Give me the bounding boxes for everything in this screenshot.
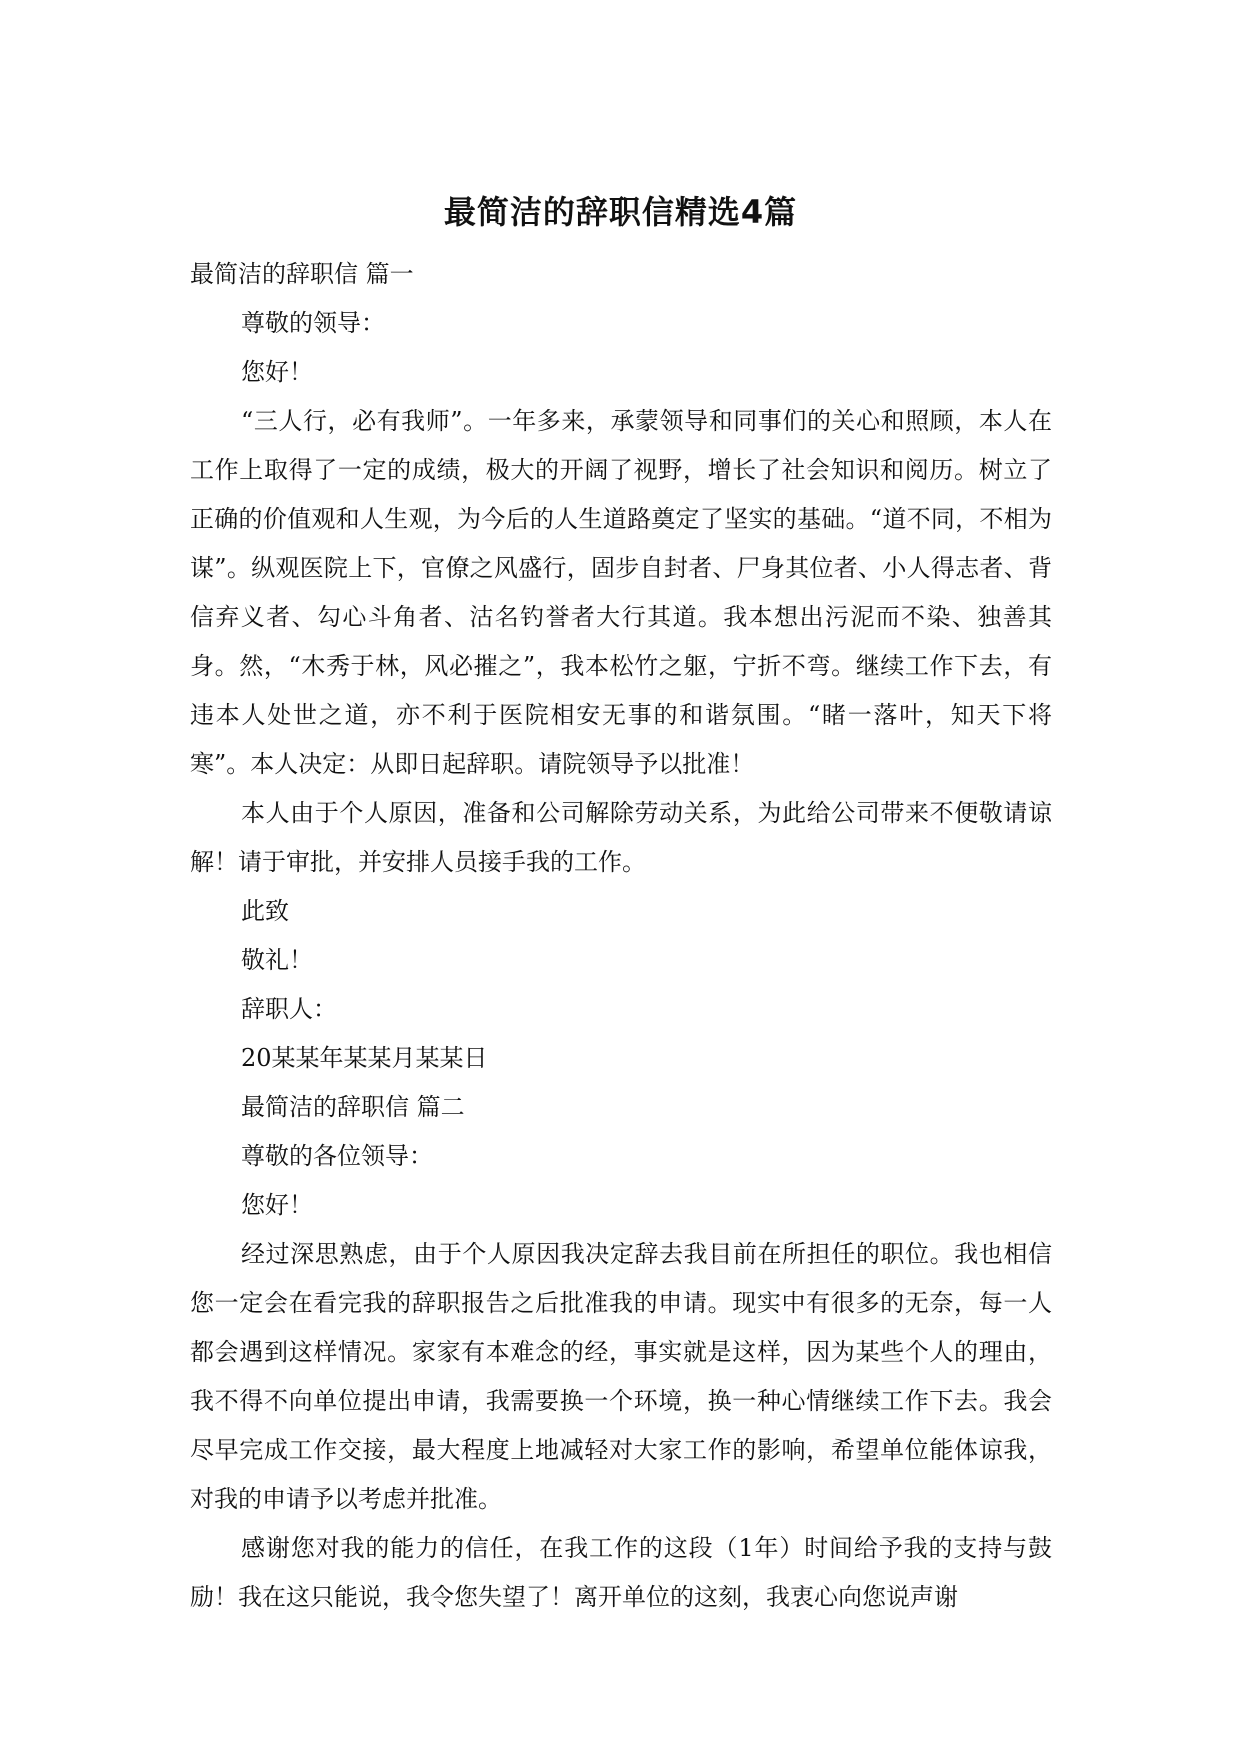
section2-greeting: 您好！ bbox=[241, 1191, 313, 1219]
document-body bbox=[190, 250, 1052, 1622]
section2-heading: 最简洁的辞职信 篇二 bbox=[241, 1093, 465, 1121]
section2-paragraph-1: 经过深思熟虑，由于个人原因我决定辞去我目前在所担任的职位。我也相信您一定会在看完我的辞职报告之后批准我的申请。现实中有很多的无奈，每一人都会遇到这样情况。家家有本难念的经，事实就是这样，因为某些个人的理由，我不得不向单位提出申请，我需要换一个环境，换一种心情继续工作下去。我会尽早完成工作交接，最大程度上地减轻对大家工作的影响，希望单位能体谅我，对我的申请予以考虑并批准。 bbox=[190, 1240, 1052, 1513]
section2-salutation: 尊敬的各位领导： bbox=[241, 1142, 433, 1170]
section1-greeting: 您好！ bbox=[241, 358, 313, 386]
section1-paragraph-2: 本人由于个人原因，准备和公司解除劳动关系，为此给公司带来不便敬请谅解！请于审批，并安排人员接手我的工作。 bbox=[190, 799, 1052, 876]
section1-paragraph-1: “三人行，必有我师”。一年多来，承蒙领导和同事们的关心和照顾，本人在工作上取得了一定的成绩，极大的开阔了视野，增长了社会知识和阅历。树立了正确的价值观和人生观，为今后的人生道路奠定了坚实的基础。“道不同，不相为谋”。纵观医院上下，官僚之风盛行，固步自封者、尸身其位者、小人得志者、背信弃义者、勾心斗角者、沽名钓誉者大行其道。我本想出污泥而不染、独善其身。然，“木秀于林，风必摧之”，我本松竹之躯，宁折不弯。继续工作下去，有违本人处世之道，亦不利于医院相安无事的和谐氛围。“睹一落叶，知天下将寒”。本人决定：从即日起辞职。请院领导予以批准！ bbox=[190, 407, 1052, 778]
section1-signer: 辞职人： bbox=[241, 995, 337, 1023]
section2-paragraph-2: 感谢您对我的能力的信任，在我工作的这段（1年）时间给予我的支持与鼓励！我在这只能说，我令您失望了！离开单位的这刻，我衷心向您说声谢 bbox=[190, 1534, 1052, 1611]
section1-date: 20某某年某某月某某日 bbox=[241, 1044, 488, 1072]
section1-closing-2: 敬礼！ bbox=[241, 946, 313, 974]
section1-salutation: 尊敬的领导： bbox=[241, 309, 385, 337]
section1-heading: 最简洁的辞职信 篇一 bbox=[190, 260, 414, 288]
document-title: 最简洁的辞职信精选4篇 bbox=[443, 193, 798, 231]
section1-closing-1: 此致 bbox=[241, 897, 289, 925]
